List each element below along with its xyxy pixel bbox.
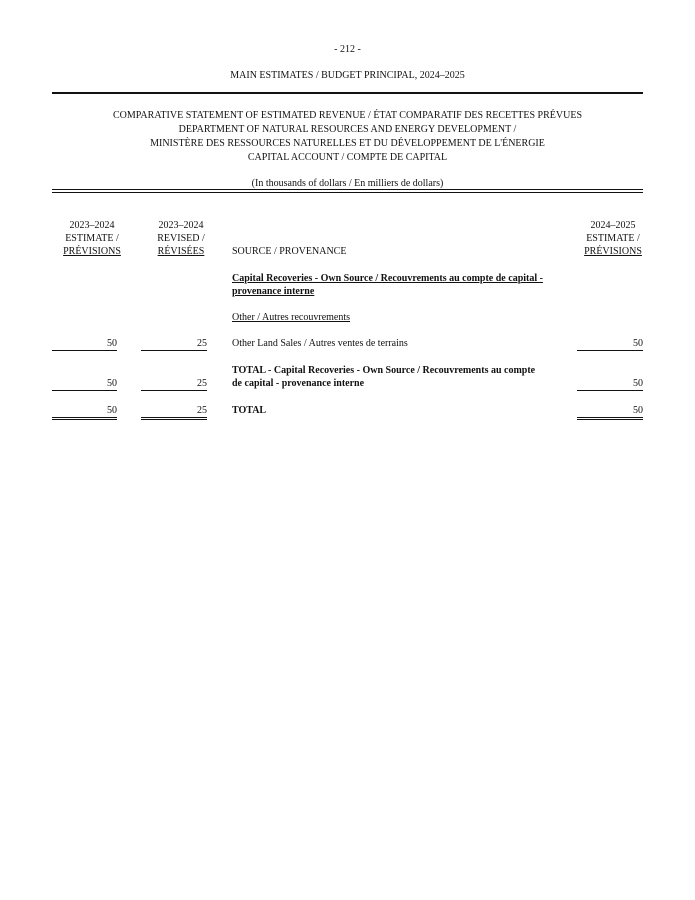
row-section-total-estimate-next: 50 [577,377,643,391]
col-estimate-prev-label-fr: PRÉVISIONS [63,246,121,257]
section-heading-line-1: Capital Recoveries - Own Source / Recouvrements au compte de capital - [232,273,543,284]
row-section-total-label-line-2: de capital - provenance interne [232,378,365,389]
col-estimate-next-year: 2024–2025 [590,220,636,231]
col-estimate-prev-label: ESTIMATE / [65,233,119,244]
row-section-total-label-line-1: TOTAL - Capital Recoveries - Own Source / Recouvrements au compte [232,365,536,376]
title-rule-top [52,189,643,190]
col-estimate-prev-header [47,219,137,258]
row-land-sales-label: Other Land Sales / Autres ventes de terrains [232,338,408,349]
row-grand-total-estimate-prev: 50 [52,404,117,420]
row-section-total-estimate-prev: 50 [52,377,117,391]
col-revised-label-fr: RÉVISÉES [157,246,205,257]
row-section-total-revised: 25 [141,377,207,391]
title-line-2: DEPARTMENT OF NATURAL RESOURCES AND ENERGY DEVELOPMENT / [178,124,517,135]
section-heading-line-2: provenance interne [232,286,315,297]
col-revised-year: 2023–2024 [158,220,204,231]
title-line-4: CAPITAL ACCOUNT / COMPTE DE CAPITAL [247,152,448,163]
title-line-3: MINISTÈRE DES RESSOURCES NATURELLES ET DU DÉVELOPPEMENT DE L'ÉNERGIE [150,138,545,149]
col-revised-header [136,219,226,258]
row-land-sales-estimate-next: 50 [577,337,643,351]
row-grand-total-label: TOTAL [232,405,267,416]
title-rule-bottom [52,192,643,193]
page-number: - 212 - [334,44,361,55]
running-header: MAIN ESTIMATES / BUDGET PRINCIPAL, 2024–2025 [230,70,465,81]
row-grand-total-estimate-next: 50 [577,404,643,420]
col-revised-label: REVISED / [157,233,205,244]
col-estimate-next-header [568,219,658,258]
section-subheading: Other / Autres recouvrements [232,312,351,323]
row-land-sales-estimate-prev: 50 [52,337,117,351]
row-grand-total-revised: 25 [141,404,207,420]
col-estimate-prev-year: 2023–2024 [69,220,115,231]
row-land-sales-revised: 25 [141,337,207,351]
col-source-header: SOURCE / PROVENANCE [232,246,347,257]
units-note: (In thousands of dollars / En milliers de dollars) [251,178,444,189]
title-line-1: COMPARATIVE STATEMENT OF ESTIMATED REVENUE / ÉTAT COMPARATIF DES RECETTES PRÉVUES [113,110,582,121]
header-rule [52,92,643,94]
col-estimate-next-label-fr: PRÉVISIONS [584,246,642,257]
col-estimate-next-label: ESTIMATE / [586,233,640,244]
